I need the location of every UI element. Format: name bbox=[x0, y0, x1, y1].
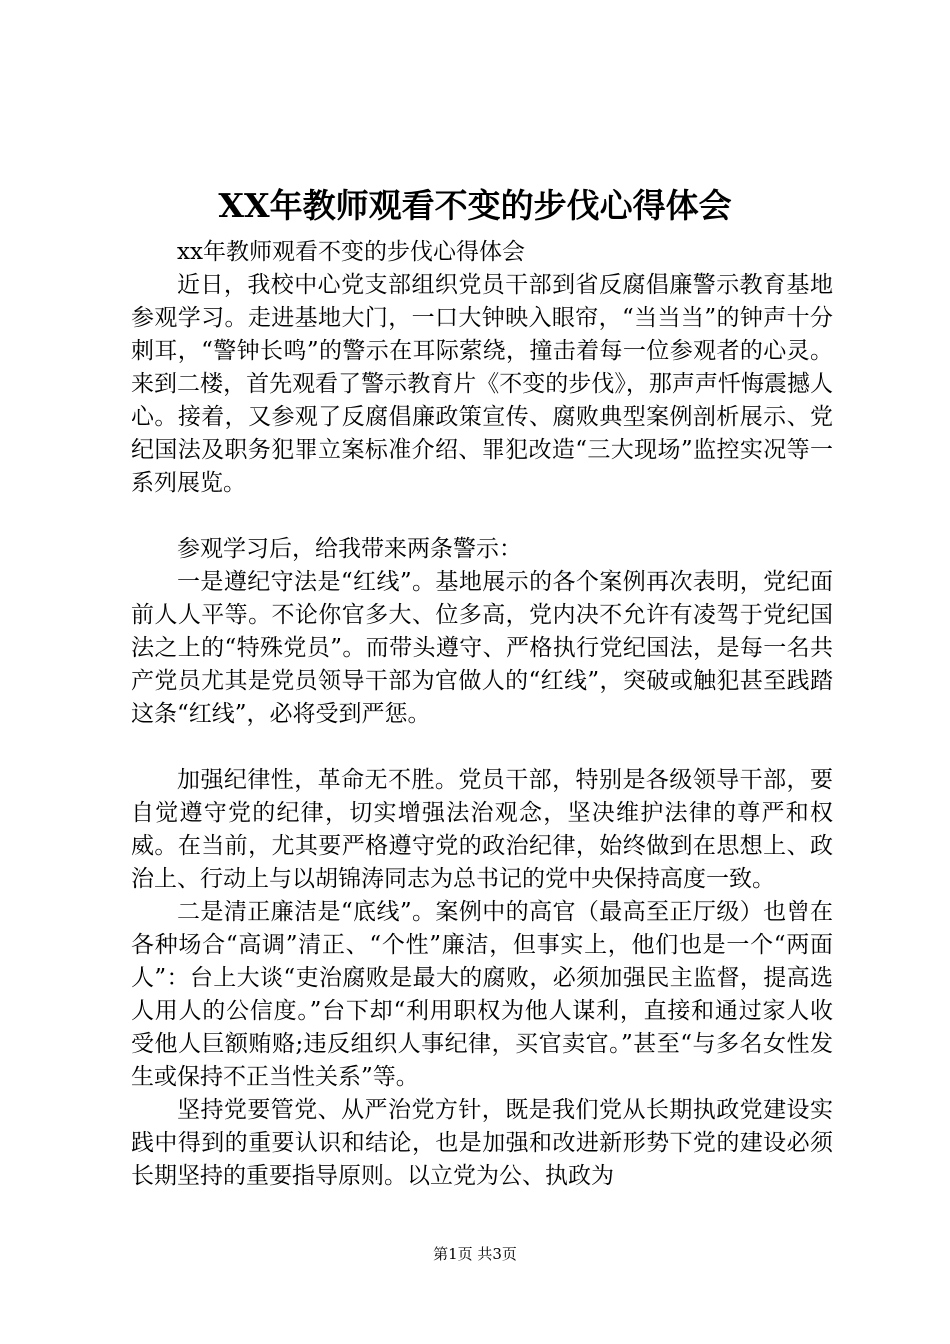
paragraph-warnings-lead: 参观学习后，给我带来两条警示： bbox=[177, 536, 522, 562]
paragraph-party-governance: 坚持党要管党、从严治党方针，既是我们党从长期执政党建设实践中得到的重要认识和结论，也是加强和改进新形势下党的建设必须长期坚持的重要指导原则。以立党为公、执政为 bbox=[131, 1097, 833, 1189]
document-body bbox=[131, 236, 833, 1193]
paragraph-intro: 近日，我校中心党支部组织党员干部到省反腐倡廉警示教育基地参观学习。走进基地大门，一口大钟映入眼帘，“当当当”的钟声十分刺耳，“警钟长鸣”的警示在耳际萦绕，撞击着每一位参观者的心灵。来到二楼，首先观看了警示教育片《不变的步伐》，那声声忏悔震撼人心。接着，又参观了反腐倡廉政策宣传、腐败典型案例剖析展示、党纪国法及职务犯罪立案标准介绍、罪犯改造“三大现场”监控实况等一系列展览。 bbox=[131, 272, 833, 496]
document-title: XX年教师观看不变的步伐心得体会 bbox=[218, 186, 732, 225]
page-footer: 第1页 共3页 bbox=[433, 1245, 517, 1263]
paragraph-subtitle: xx年教师观看不变的步伐心得体会 bbox=[177, 239, 525, 265]
paragraph-red-line: 一是遵纪守法是“红线”。基地展示的各个案例再次表明，党纪面前人人平等。不论你官多大、位多高，党内决不允许有凌驾于党纪国法之上的“特殊党员”。而带头遵守、严格执行党纪国法，是每一名共产党员尤其是党员领导干部为官做人的“红线”，突破或触犯甚至践踏这条“红线”，必将受到严惩。 bbox=[131, 569, 833, 727]
paragraph-discipline: 加强纪律性，革命无不胜。党员干部，特别是各级领导干部，要自觉遵守党的纪律，切实增强法治观念，坚决维护法律的尊严和权威。在当前，尤其要严格遵守党的政治纪律，始终做到在思想上、政治上、行动上与以胡锦涛同志为总书记的党中央保持高度一致。 bbox=[131, 767, 833, 892]
paragraph-bottom-line: 二是清正廉洁是“底线”。案例中的高官（最高至正厅级）也曾在各种场合“高调”清正、“个性”廉洁，但事实上，他们也是一个“两面人”：台上大谈“吏治腐败是最大的腐败，必须加强民主监督，提高选人用人的公信度。”台下却“利用职权为他人谋利，直接和通过家人收受他人巨额贿赂;违反组织人事纪律，买官卖官。”甚至“与多名女性发生或保持不正当性关系”等。 bbox=[131, 899, 833, 1090]
